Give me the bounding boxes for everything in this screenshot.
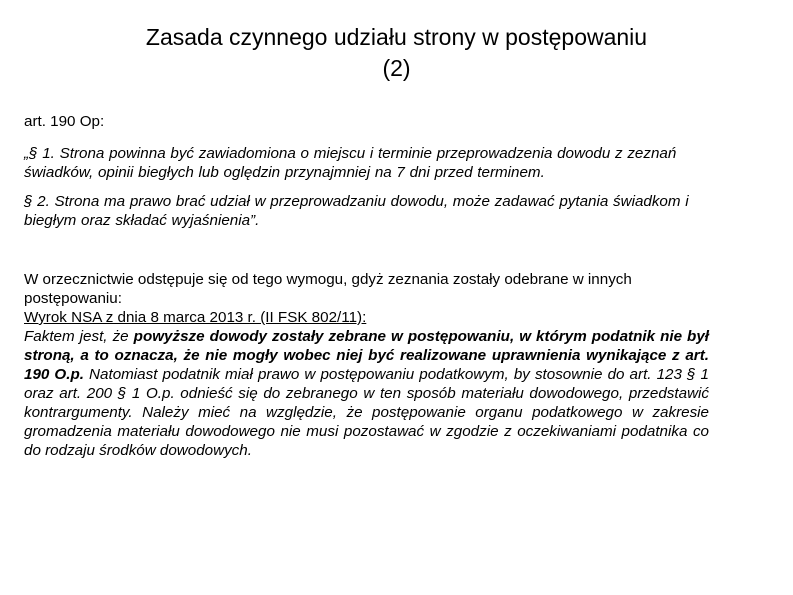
- ruling-part-1: Faktem jest, że: [24, 328, 134, 345]
- title-line-1: Zasada czynnego udziału strony w postępowaniu: [145, 24, 648, 50]
- case-reference: Wyrok NSA z dnia 8 marca 2013 r. (II FSK 802/11):: [24, 309, 367, 326]
- jurisprudence-intro: W orzecznictwie odstępuje się od tego wymogu, gdyż zeznania zostały odebrane w innych postępowaniu:: [24, 271, 632, 307]
- article-paragraph-1: „§ 1. Strona powinna być zawiadomiona o miejscu i terminie przeprowadzenia dowodu z zeznań świadków, opinii biegłych lub oględzin przynajmniej na 7 dni przed terminem.: [24, 145, 677, 181]
- slide-title: [40, 22, 753, 84]
- ruling-bold-part: powyższe dowody zostały zebrane w postępowaniu, w którym podatnik nie był stroną, a to oznacza, że nie mogły wobec niej być realizowane uprawnienia wynikające z art. 190 O.p.: [24, 328, 709, 383]
- spacer: [24, 240, 709, 270]
- title-line-2: (2): [382, 55, 411, 81]
- article-label: art. 190 Op:: [24, 113, 105, 130]
- ruling-part-2: Natomiast podatnik miał prawo w postępowaniu podatkowym, by stosownie do art. 123 § 1 oraz art. 200 § 1 O.p. odnieść się do zebranego w ten sposób materiału dowodowego, przedstawić kontrargumenty. Należy mieć na względzie, że postępowanie organu podatkowego w zakresie gromadzenia materiału dowodowego nie musi pozostawać w zgodzie z oczekiwaniami podatnika co do rodzaju środków dowodowych.: [24, 366, 709, 459]
- slide-body: [24, 112, 709, 460]
- article-paragraph-2: § 2. Strona ma prawo brać udział w przeprowadzaniu dowodu, może zadawać pytania świadkom i biegłym oraz składać wyjaśnienia”.: [24, 193, 689, 229]
- ruling-text: [24, 327, 709, 460]
